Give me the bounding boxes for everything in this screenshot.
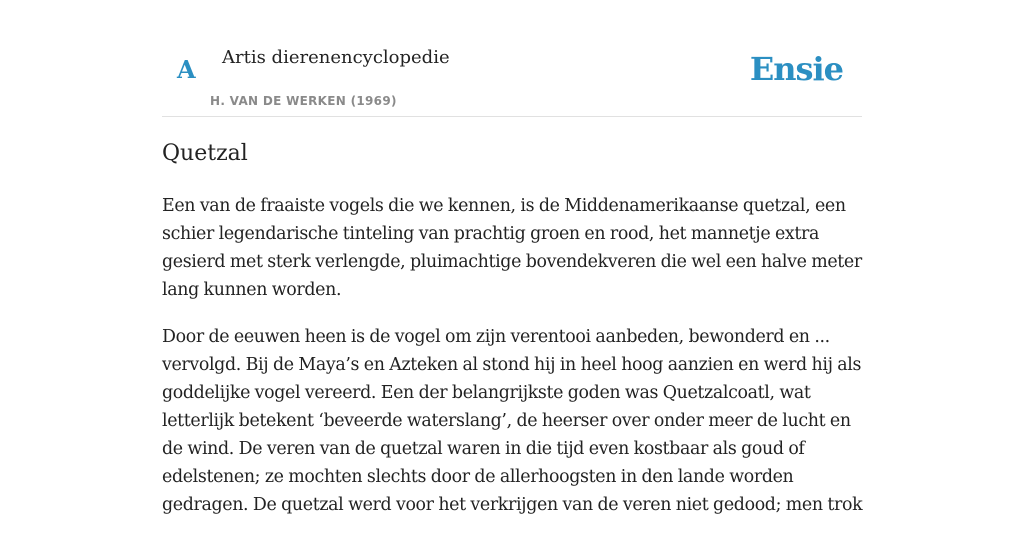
book-title-link[interactable]: Artis dierenencyclopedie	[222, 47, 450, 68]
article-title: Quetzal	[162, 141, 248, 166]
header	[162, 0, 862, 117]
page	[162, 0, 863, 515]
article-body	[162, 192, 864, 538]
article-paragraph: Een van de fraaiste vogels die we kennen, is de Middenamerikaanse quetzal, een schier legendarische tinteling van prachtig groen en rood, het mannetje extra gesierd met sterk verlengde, pluimachtige bovendekveren die wel een halve meter lang kunnen worden.	[162, 196, 862, 300]
author-label: H. VAN DE WERKEN (1969)	[210, 94, 397, 108]
index-letter-link[interactable]: A	[177, 55, 196, 84]
article-paragraph: Door de eeuwen heen is de vogel om zijn verentooi aanbeden, bewonderd en ... vervolgd. Bij de Maya’s en Azteken al stond hij in heel hoog aanzien en werd hij als goddelijke vogel vereerd. Een der belangrijkste goden was Quetzalcoatl, wat letterlijk betekent ‘beveerde waterslang’, de heerser over onder meer de lucht en de wind. De veren van de quetzal waren in die tijd even kostbaar als goud of edelstenen; ze mochten slechts door de allerhoogsten in den lande worden gedragen. De quetzal werd voor het verkrijgen van de veren niet gedood; men trok	[162, 327, 863, 515]
ensie-logo-link[interactable]: Ensie	[749, 50, 843, 88]
